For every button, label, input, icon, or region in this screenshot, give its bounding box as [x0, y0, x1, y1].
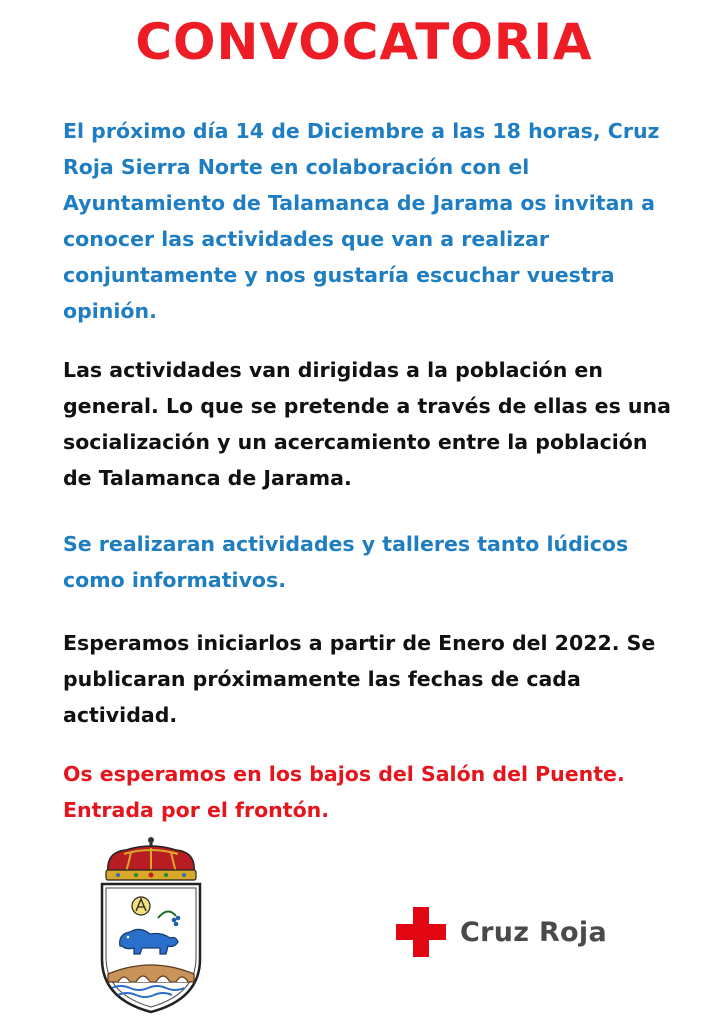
shield-icon	[102, 884, 200, 1012]
paragraph-invitation: El próximo día 14 de Diciembre a las 18 horas, Cruz Roja Sierra Norte en colaboración con el Ayuntamiento de Talamanca de Jarama os invitan a conocer las actividades que van a realizar conjuntamente y nos gustaría escuchar vuestra opinión.	[63, 119, 660, 323]
coat-of-arms-icon	[96, 834, 206, 1014]
red-cross-logo	[396, 906, 607, 958]
red-cross-label: Cruz Roja	[460, 916, 607, 948]
paragraph-activities-purpose: Las actividades van dirigidas a la población en general. Lo que se pretende a través de ellas es una socialización y un acercamiento entre la población de Talamanca de Jarama.	[63, 358, 671, 490]
paragraph-location: Os esperamos en los bajos del Salón del Puente. Entrada por el frontón.	[63, 762, 625, 822]
red-cross-icon	[396, 907, 446, 957]
paragraph-workshops: Se realizaran actividades y talleres tanto lúdicos como informativos.	[63, 532, 629, 592]
page-title: CONVOCATORIA	[135, 13, 593, 71]
paragraph-start-date: Esperamos iniciarlos a partir de Enero del 2022. Se publicaran próximamente las fechas de cada actividad.	[63, 631, 656, 727]
coat-of-arms-graphic	[96, 834, 206, 1014]
crown-icon	[106, 837, 196, 880]
